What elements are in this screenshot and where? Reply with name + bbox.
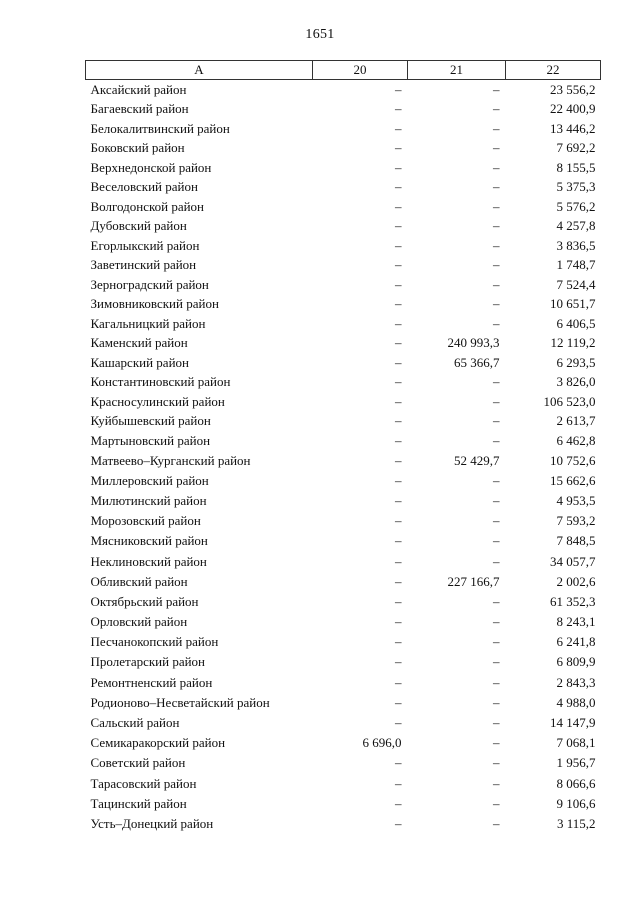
- district-name: Тарасовский район: [90, 775, 197, 791]
- value-col-20: –: [395, 354, 402, 370]
- district-name: Советский район: [90, 755, 186, 771]
- value-col-21: –: [493, 694, 500, 710]
- value-col-20: –: [395, 276, 402, 292]
- district-name: Веселовский район: [90, 179, 198, 195]
- value-col-20: –: [395, 413, 402, 429]
- value-col-20: –: [395, 674, 402, 690]
- value-col-21: –: [493, 81, 500, 97]
- value-col-22: 2 843,3: [556, 674, 596, 690]
- value-col-20: –: [395, 335, 402, 351]
- value-col-22: 23 556,2: [550, 81, 596, 97]
- value-col-21: –: [493, 413, 500, 429]
- value-col-20: –: [395, 218, 402, 234]
- value-col-21: –: [493, 218, 500, 234]
- table-row: [86, 753, 601, 773]
- table-row: [86, 217, 601, 237]
- value-col-21: –: [493, 296, 500, 312]
- table-row: [86, 451, 601, 471]
- value-col-20: –: [395, 654, 402, 670]
- value-col-22: 6 241,8: [556, 634, 596, 650]
- table-row: [86, 256, 601, 276]
- district-name: Мартыновский район: [90, 432, 211, 448]
- value-col-21: –: [493, 393, 500, 409]
- value-col-22: 34 057,7: [550, 553, 596, 569]
- district-name: Семикаракорский район: [90, 735, 226, 751]
- district-name: Пролетарский район: [90, 654, 206, 670]
- table-row: [86, 652, 601, 672]
- value-col-20: –: [395, 492, 402, 508]
- value-col-22: 12 119,2: [550, 335, 596, 351]
- district-name: Белокалитвинский район: [90, 120, 230, 136]
- value-col-21: –: [493, 513, 500, 529]
- value-col-20: –: [395, 101, 402, 117]
- table-row: [86, 592, 601, 612]
- district-name: Тацинский район: [90, 795, 187, 811]
- district-name: Мясниковский район: [90, 533, 208, 549]
- value-col-21: –: [493, 432, 500, 448]
- value-col-21: –: [493, 276, 500, 292]
- table-row: [86, 275, 601, 295]
- value-col-21: –: [493, 614, 500, 630]
- value-col-21: –: [493, 140, 500, 156]
- table-row: [86, 632, 601, 652]
- value-col-22: 2 613,7: [556, 413, 596, 429]
- district-name: Багаевский район: [90, 101, 189, 117]
- value-col-21: –: [493, 674, 500, 690]
- table-row: [86, 334, 601, 354]
- district-name: Зимовниковский район: [90, 296, 219, 312]
- value-col-21: 52 429,7: [454, 452, 500, 468]
- value-col-21: –: [493, 101, 500, 117]
- column-header-20: 20: [313, 61, 408, 80]
- value-col-22: 7 068,1: [556, 735, 596, 751]
- value-col-20: –: [395, 159, 402, 175]
- column-header-22: 22: [506, 61, 601, 80]
- value-col-20: –: [395, 533, 402, 549]
- value-col-21: –: [493, 715, 500, 731]
- table-row: [86, 295, 601, 315]
- district-name: Неклиновский район: [90, 553, 207, 569]
- value-col-20: –: [395, 140, 402, 156]
- header-row: [86, 61, 601, 80]
- value-col-20: –: [395, 634, 402, 650]
- value-col-22: 22 400,9: [550, 101, 596, 117]
- value-col-22: 6 809,9: [556, 654, 596, 670]
- table-row: [86, 713, 601, 733]
- district-name: Песчанокопский район: [90, 634, 219, 650]
- value-col-21: –: [493, 120, 500, 136]
- district-name: Егорлыкский район: [90, 237, 200, 253]
- value-col-20: –: [395, 374, 402, 390]
- table-row: [86, 471, 601, 491]
- value-col-20: –: [395, 120, 402, 136]
- district-name: Родионово–Несветайский район: [90, 694, 270, 710]
- district-name: Усть–Донецкий район: [90, 815, 214, 831]
- district-name: Зерноградский район: [90, 276, 209, 292]
- table-row: [86, 353, 601, 373]
- value-col-20: 6 696,0: [362, 735, 402, 751]
- value-col-20: –: [395, 755, 402, 771]
- table-row: [86, 551, 601, 571]
- value-col-20: –: [395, 81, 402, 97]
- value-col-22: 61 352,3: [550, 593, 596, 609]
- district-name: Ремонтненский район: [90, 674, 213, 690]
- value-col-20: –: [395, 179, 402, 195]
- table-row: [86, 119, 601, 139]
- value-col-22: 4 257,8: [556, 218, 596, 234]
- value-col-22: 2 002,6: [556, 573, 596, 589]
- value-col-21: –: [493, 593, 500, 609]
- value-col-21: –: [493, 374, 500, 390]
- table-header: [86, 61, 601, 80]
- value-col-22: 14 147,9: [550, 715, 596, 731]
- value-col-20: –: [395, 198, 402, 214]
- value-col-20: –: [395, 593, 402, 609]
- district-name: Заветинский район: [90, 257, 197, 273]
- value-col-22: 3 826,0: [556, 374, 596, 390]
- table-row: [86, 412, 601, 432]
- value-col-22: 6 462,8: [556, 432, 596, 448]
- table-row: [86, 572, 601, 592]
- value-col-22: 9 106,6: [556, 795, 596, 811]
- value-col-22: 10 651,7: [550, 296, 596, 312]
- value-col-21: –: [493, 472, 500, 488]
- district-name: Красносулинский район: [90, 393, 225, 409]
- value-col-22: 15 662,6: [550, 472, 596, 488]
- district-name: Морозовский район: [90, 513, 201, 529]
- value-col-22: 5 576,2: [556, 198, 596, 214]
- value-col-20: –: [395, 815, 402, 831]
- value-col-21: –: [493, 533, 500, 549]
- table-row: [86, 392, 601, 412]
- district-name: Верхнедонской район: [90, 159, 212, 175]
- value-col-22: 6 293,5: [556, 354, 596, 370]
- table-row: [86, 673, 601, 693]
- value-col-20: –: [395, 573, 402, 589]
- value-col-22: 6 406,5: [556, 315, 596, 331]
- value-col-20: –: [395, 715, 402, 731]
- value-col-20: –: [395, 553, 402, 569]
- value-col-21: –: [493, 795, 500, 811]
- value-col-22: 1 956,7: [556, 755, 596, 771]
- value-col-21: –: [493, 315, 500, 331]
- table-row: [86, 236, 601, 256]
- district-name: Волгодонской район: [90, 198, 205, 214]
- value-col-20: –: [395, 432, 402, 448]
- value-col-20: –: [395, 513, 402, 529]
- district-name: Константиновский район: [90, 374, 231, 390]
- value-col-22: 8 066,6: [556, 775, 596, 791]
- value-col-22: 5 375,3: [556, 179, 596, 195]
- column-header-21: 21: [408, 61, 506, 80]
- table-row: [86, 158, 601, 178]
- value-col-21: 65 366,7: [454, 354, 500, 370]
- value-col-21: –: [493, 257, 500, 273]
- value-col-20: –: [395, 296, 402, 312]
- district-name: Милютинский район: [90, 492, 207, 508]
- district-name: Дубовский район: [90, 218, 187, 234]
- value-col-20: –: [395, 237, 402, 253]
- value-col-21: –: [493, 775, 500, 791]
- value-col-20: –: [395, 315, 402, 331]
- district-name: Миллеровский район: [90, 472, 209, 488]
- table-row: [86, 814, 601, 834]
- table-row: [86, 431, 601, 451]
- district-name: Октябрьский район: [90, 593, 199, 609]
- value-col-21: –: [493, 553, 500, 569]
- district-name: Кагальницкий район: [90, 315, 206, 331]
- value-col-22: 8 155,5: [556, 159, 596, 175]
- table-row: [86, 197, 601, 217]
- value-col-20: –: [395, 452, 402, 468]
- table-row: [86, 80, 601, 100]
- table-row: [86, 774, 601, 794]
- value-col-22: 7 524,4: [556, 276, 596, 292]
- district-name: Каменский район: [90, 335, 188, 351]
- value-col-22: 13 446,2: [550, 120, 596, 136]
- value-col-22: 7 692,2: [556, 140, 596, 156]
- value-col-21: –: [493, 755, 500, 771]
- district-name: Обливский район: [90, 573, 188, 589]
- district-name: Куйбышевский район: [90, 413, 211, 429]
- value-col-22: 7 593,2: [556, 513, 596, 529]
- table-row: [86, 733, 601, 753]
- value-col-20: –: [395, 472, 402, 488]
- value-col-21: –: [493, 634, 500, 650]
- table-row: [86, 100, 601, 120]
- value-col-20: –: [395, 614, 402, 630]
- table-body: [86, 80, 601, 835]
- value-col-21: –: [493, 159, 500, 175]
- page-number: 1651: [305, 27, 335, 42]
- table-row: [86, 314, 601, 334]
- value-col-20: –: [395, 775, 402, 791]
- value-col-22: 10 752,6: [550, 452, 596, 468]
- value-col-22: 4 953,5: [556, 492, 596, 508]
- data-table: [85, 60, 601, 834]
- district-name: Боковский район: [90, 140, 185, 156]
- table-row: [86, 373, 601, 393]
- value-col-21: –: [493, 237, 500, 253]
- value-col-22: 3 115,2: [556, 815, 596, 831]
- table-row: [86, 139, 601, 159]
- value-col-20: –: [395, 694, 402, 710]
- value-col-22: 7 848,5: [556, 533, 596, 549]
- table-row: [86, 794, 601, 814]
- value-col-22: 3 836,5: [556, 237, 596, 253]
- value-col-20: –: [395, 393, 402, 409]
- table-row: [86, 612, 601, 632]
- value-col-20: –: [395, 795, 402, 811]
- table-row: [86, 491, 601, 511]
- district-name: Сальский район: [90, 715, 180, 731]
- column-header-a: A: [86, 61, 313, 80]
- value-col-21: –: [493, 492, 500, 508]
- value-col-22: 4 988,0: [556, 694, 596, 710]
- district-name: Матвеево–Курганский район: [90, 452, 251, 468]
- district-name: Орловский район: [90, 614, 188, 630]
- table-row: [86, 531, 601, 551]
- value-col-21: –: [493, 735, 500, 751]
- value-col-21: –: [493, 654, 500, 670]
- value-col-22: 8 243,1: [556, 614, 596, 630]
- value-col-22: 1 748,7: [556, 257, 596, 273]
- value-col-21: –: [493, 179, 500, 195]
- value-col-20: –: [395, 257, 402, 273]
- value-col-21: 240 993,3: [447, 335, 500, 351]
- district-name: Кашарский район: [90, 354, 189, 370]
- value-col-21: 227 166,7: [447, 573, 500, 589]
- value-col-21: –: [493, 198, 500, 214]
- table-row: [86, 178, 601, 198]
- table-row: [86, 693, 601, 713]
- district-name: Аксайский район: [90, 81, 187, 97]
- value-col-21: –: [493, 815, 500, 831]
- value-col-22: 106 523,0: [543, 393, 596, 409]
- table-row: [86, 511, 601, 531]
